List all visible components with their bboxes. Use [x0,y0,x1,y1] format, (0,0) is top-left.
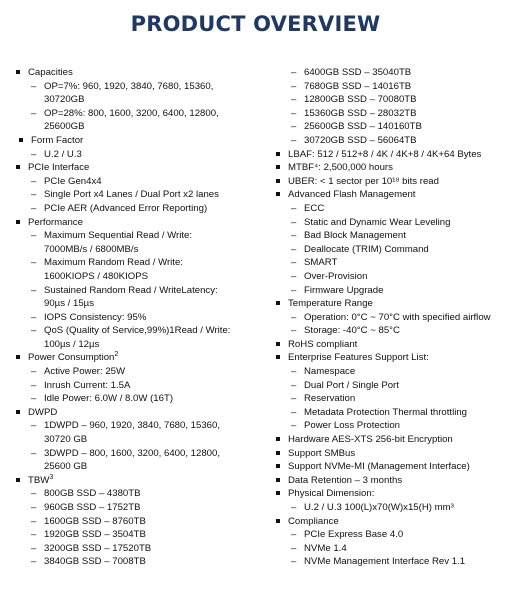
spec-item [14,351,264,365]
spec-text: – Maximum Random Read / Write: [44,257,183,269]
spec-item [274,515,509,529]
spec-subitem [14,528,264,542]
spec-subitem [274,365,509,379]
spec-text: DWPD [28,406,58,418]
spec-subitem [274,270,509,284]
spec-text: Enterprise Features Support List: [288,352,429,364]
spec-subitem [274,93,509,107]
spec-subitem [274,324,509,338]
spec-text: – 25600GB SSD – 140160TB [304,121,422,133]
spec-text: – Metadata Protection Thermal throttling [304,406,467,418]
spec-text: – OP=28%: 800, 1600, 3200, 6400, 12800, [44,107,219,119]
spec-text: – Single Port x4 Lanes / Dual Port x2 lanes [44,189,219,201]
page-title: PRODUCT OVERVIEW [130,12,381,36]
spec-text: PCIe Interface [28,162,90,174]
spec-text: Temperature Range [288,298,373,310]
spec-text: – ECC [304,202,325,214]
spec-subitem [274,216,509,230]
spec-text: – PCIe Express Base 4.0 [304,529,404,541]
spec-text: – SMART [304,257,338,269]
spec-subitem [274,66,509,80]
spec-subitem [14,542,264,556]
spec-subitem [274,284,509,298]
spec-subitem [14,379,264,393]
spec-subitem [274,542,509,556]
spec-item [14,161,264,175]
spec-text: – Operation: 0°C ~ 70°C with specified airflow [304,311,491,323]
footnote-marker: 3 [49,473,54,481]
spec-text: Hardware AES-XTS 256-bit Encryption [288,434,453,446]
spec-subitem [14,487,264,501]
spec-text: – Deallocate (TRIM) Command [304,243,429,255]
spec-text: Capacities [28,67,73,78]
spec-item [14,406,264,420]
spec-subitem [274,243,509,257]
spec-subitem [14,501,264,515]
spec-subitem [274,555,509,569]
spec-subitem [14,515,264,529]
spec-item [274,460,509,474]
spec-text: – PCIe AER (Advanced Error Reporting) [44,202,208,214]
spec-subitem [14,188,264,202]
spec-list-left [14,66,264,569]
spec-item [274,474,509,488]
spec-text: – 3DWPD – 800, 1600, 3200, 6400, 12800, [44,447,221,459]
spec-text: – Inrush Current: 1.5A [44,379,131,391]
spec-text: – 3840GB SSD – 7008TB [44,556,146,568]
spec-subitem [274,392,509,406]
spec-item [274,297,509,311]
spec-text: 90µs / 15µs [44,298,94,310]
spec-text: 30720GB [44,94,85,106]
spec-text: Form Factor [31,134,84,146]
spec-subitem [274,80,509,94]
footnote-marker: 2 [114,351,119,359]
spec-text: 1600KIOPS / 480KIOPS [44,270,148,282]
spec-subitem [14,148,264,162]
spec-subitem [14,202,264,216]
spec-text: 7000MB/s / 6800MB/s [44,243,139,255]
spec-text: – PCIe Gen4x4 [44,175,102,187]
spec-text: – Firmware Upgrade [304,284,384,296]
spec-item [274,188,509,202]
spec-text: – NVMe Management Interface Rev 1.1 [304,556,466,568]
spec-item [14,66,264,80]
spec-text: LBAF: 512 / 512+8 / 4K / 4K+8 / 4K+64 Bytes [288,148,482,160]
spec-text: 30720 GB [44,434,88,446]
spec-subitem [274,229,509,243]
spec-text: – 15360GB SSD – 28032TB [304,107,417,119]
spec-item [14,474,264,488]
spec-text: Support NVMe-MI (Management Interface) [288,461,470,473]
spec-subitem [14,256,264,283]
spec-item [274,175,509,189]
spec-text: UBER: < 1 sector per 10¹⁸ bits read [288,175,439,187]
spec-text: – 6400GB SSD – 35040TB [304,67,412,78]
spec-subitem [14,80,264,107]
spec-subitem [274,501,509,515]
spec-text: Data Retention – 3 months [288,474,403,486]
spec-text: – IOPS Consistency: 95% [44,311,147,323]
spec-text: Power Consumption [28,352,115,364]
spec-text: – Power Loss Protection [304,420,400,432]
spec-text: RoHS compliant [288,338,358,350]
spec-item [274,447,509,461]
spec-subitem [274,406,509,420]
spec-subitem [274,419,509,433]
spec-text: Support SMBus [288,447,356,459]
spec-text: MTBF⁴: 2,500,000 hours [288,162,393,174]
spec-text: – 12800GB SSD – 70080TB [304,94,417,106]
spec-text: 100µs / 12µs [44,338,100,350]
spec-item [274,351,509,365]
spec-text: – Storage: -40°C ~ 85°C [304,325,400,337]
spec-text: – Sustained Random Read / WriteLatency: [44,284,218,296]
spec-subitem [274,120,509,134]
spec-subitem [274,256,509,270]
spec-subitem [274,528,509,542]
spec-subitem [274,202,509,216]
spec-text: – 1DWPD – 960, 1920, 3840, 7680, 15360, [44,420,221,432]
spec-item [274,487,509,501]
spec-text: – QoS (Quality of Service,99%)1Read / Write: [44,325,231,337]
spec-text: Performance [28,216,83,228]
spec-text: – Bad Block Management [304,230,406,242]
spec-item [274,338,509,352]
spec-text: – Over-Provision [304,270,368,282]
spec-text: – Reservation [304,393,356,405]
spec-subitem [14,175,264,189]
spec-subitem [274,107,509,121]
spec-text: TBW [28,474,50,486]
spec-subitem [274,134,509,148]
spec-text: – Namespace [304,366,356,378]
spec-text: Compliance [288,515,339,527]
spec-text: – 3200GB SSD – 17520TB [44,542,152,554]
spec-text: 25600GB [44,121,85,133]
spec-subitem [14,107,264,134]
spec-item [274,148,509,162]
spec-subitem [14,555,264,569]
spec-subitem [274,379,509,393]
spec-text: Physical Dimension: [288,488,375,500]
spec-subitem [14,311,264,325]
spec-text: – 1920GB SSD – 3504TB [44,529,146,541]
spec-text: – Idle Power: 6.0W / 8.0W (16T) [44,393,174,405]
spec-text: – OP=7%: 960, 1920, 3840, 7680, 15360, [44,80,214,92]
spec-subitem [14,324,264,351]
spec-text: – 7680GB SSD – 14016TB [304,80,412,92]
spec-subitem [14,365,264,379]
spec-text: – Dual Port / Single Port [304,379,399,391]
spec-item [14,216,264,230]
spec-subitem [274,311,509,325]
spec-subitem [14,229,264,256]
spec-subitem [14,284,264,311]
spec-subitem [14,392,264,406]
spec-text: – U.2 / U.3 100(L)x70(W)x15(H) mm³ [304,502,454,513]
spec-text: – 30720GB SSD – 56064TB [304,134,417,146]
spec-text: Advanced Flash Management [288,189,416,201]
spec-list-right [274,66,509,569]
spec-text: – 800GB SSD – 4380TB [44,488,141,500]
spec-text: – 1600GB SSD – 8760TB [44,515,146,527]
spec-item [274,433,509,447]
spec-text: – Maximum Sequential Read / Write: [44,230,193,242]
spec-item [14,134,264,148]
spec-item [274,161,509,175]
spec-text: 25600 GB [44,461,88,473]
spec-text: – 960GB SSD – 1752TB [44,502,141,513]
spec-subitem [14,419,264,446]
spec-text: – Static and Dynamic Wear Leveling [304,216,451,228]
spec-text: – U.2 / U.3 [44,148,82,160]
spec-text: – Active Power: 25W [44,366,126,378]
spec-subitem [14,447,264,474]
spec-text: – NVMe 1.4 [304,542,347,554]
